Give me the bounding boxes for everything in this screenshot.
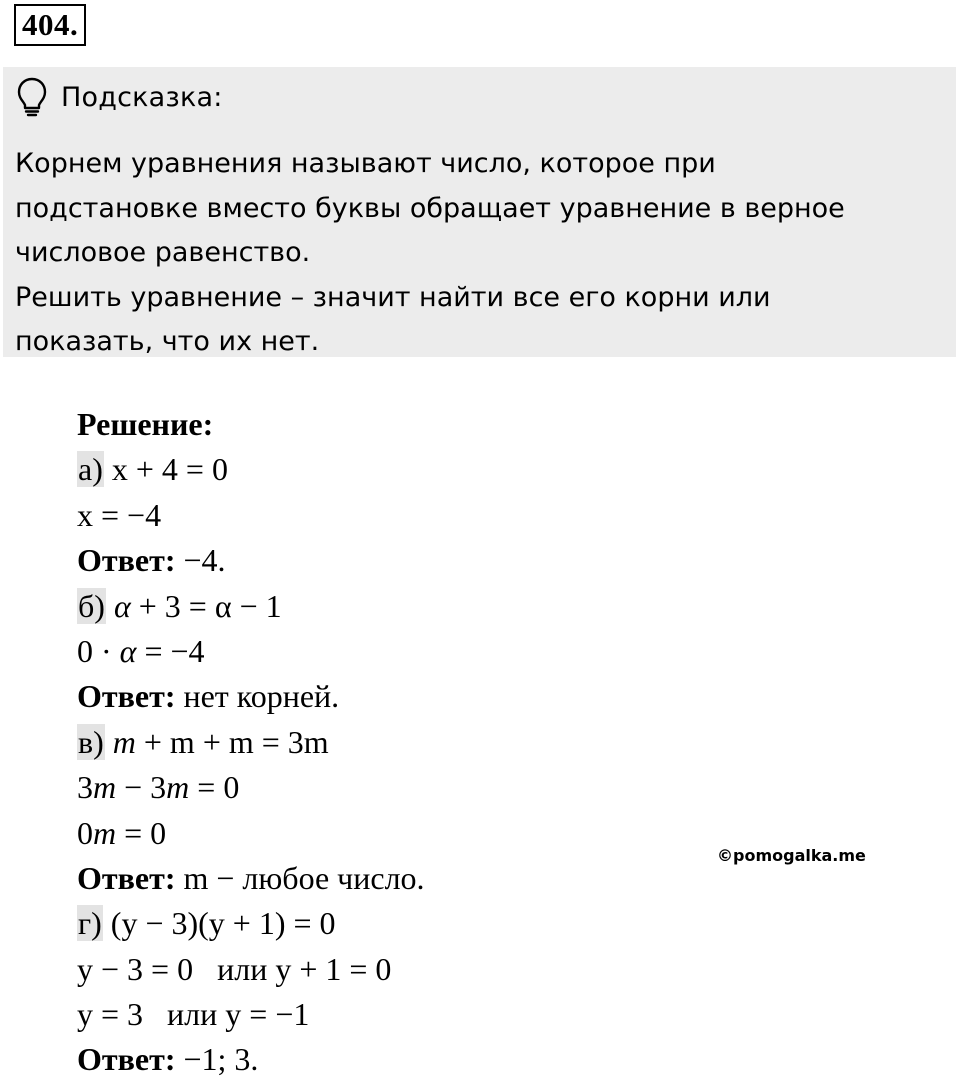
answer-label: Ответ: bbox=[77, 678, 176, 715]
equation-line bbox=[77, 629, 425, 674]
hint-line: показать, что их нет. bbox=[15, 326, 320, 357]
equation: 0 bbox=[77, 814, 93, 851]
answer-label: Ответ: bbox=[77, 1041, 176, 1078]
variable: m bbox=[166, 769, 190, 806]
variable: α bbox=[105, 587, 131, 624]
variable: α bbox=[119, 632, 137, 669]
problem-number: 404. bbox=[14, 4, 86, 46]
answer-line bbox=[77, 674, 425, 719]
item-tag-a: а) bbox=[78, 451, 103, 488]
answer-value: нет корней. bbox=[175, 678, 340, 715]
equation-line: y = 3 или y = −1 bbox=[77, 996, 310, 1033]
equation: = −4 bbox=[136, 632, 205, 669]
answer-value: −1; 3. bbox=[175, 1041, 259, 1078]
answer-line bbox=[77, 856, 425, 901]
equation: 0 · bbox=[77, 632, 120, 669]
equation: 3 bbox=[77, 769, 93, 806]
equation-line bbox=[77, 447, 425, 492]
hint-text bbox=[15, 142, 945, 365]
equation: x + 4 = 0 bbox=[103, 451, 228, 488]
item-tag-b: б) bbox=[78, 587, 105, 624]
hint-line: подстановке вместо буквы обращает уравнение в верное bbox=[15, 192, 845, 224]
solution bbox=[77, 402, 425, 1083]
hint-line: Корнем уравнения называют число, которое при bbox=[15, 148, 716, 179]
hint-box bbox=[3, 67, 956, 357]
hint-line: Решить уравнение – значит найти все его корни или bbox=[15, 281, 771, 313]
answer-line bbox=[77, 1037, 425, 1082]
variable: m bbox=[104, 723, 136, 760]
equation-line bbox=[77, 765, 425, 810]
equation-line bbox=[77, 720, 425, 765]
equation: + 3 = α − 1 bbox=[130, 587, 282, 624]
item-tag-v: в) bbox=[78, 723, 104, 760]
variable: m bbox=[93, 814, 117, 851]
equation-line bbox=[77, 584, 425, 629]
equation-line: x = −4 bbox=[77, 496, 162, 533]
equation: = 0 bbox=[116, 814, 167, 851]
equation-line: y − 3 = 0 или y + 1 = 0 bbox=[77, 950, 392, 987]
equation: + m + m = 3m bbox=[135, 723, 329, 760]
answer-label: Ответ: bbox=[77, 859, 176, 896]
equation-line bbox=[77, 811, 425, 856]
answer-value: m − любое число. bbox=[175, 859, 425, 896]
equation: (y − 3)(y + 1) = 0 bbox=[102, 905, 336, 942]
answer-value: −4. bbox=[175, 542, 226, 579]
variable: m bbox=[93, 769, 117, 806]
hint-header bbox=[17, 75, 223, 119]
equation: − 3 bbox=[116, 769, 167, 806]
answer-label: Ответ: bbox=[77, 542, 176, 579]
answer-line bbox=[77, 538, 425, 583]
item-tag-g: г) bbox=[78, 905, 102, 942]
equation-line bbox=[77, 901, 425, 946]
solution-heading: Решение: bbox=[77, 406, 214, 442]
watermark: ©pomogalka.me bbox=[717, 846, 866, 865]
hint-title: Подсказка: bbox=[61, 81, 223, 113]
hint-line: числовое равенство. bbox=[15, 237, 311, 268]
equation: = 0 bbox=[189, 769, 240, 806]
lightbulb-icon bbox=[17, 77, 47, 117]
